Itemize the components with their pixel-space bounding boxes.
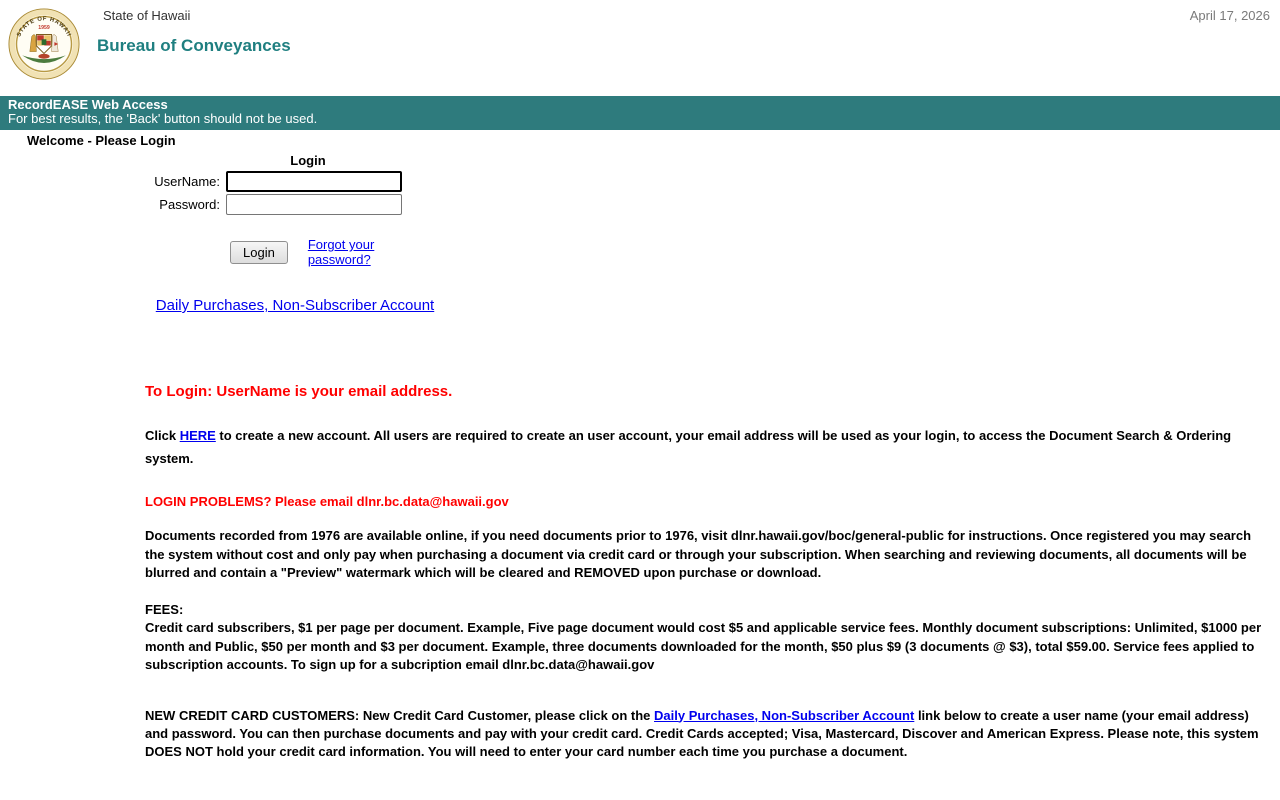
login-form-heading: Login xyxy=(290,153,326,168)
documents-info-paragraph: Documents recorded from 1976 are available online, if you need documents prior to 1976, visit dlnr.hawaii.gov/boc/general-public for instructions. Once registered you may search the system without cost and only pay when purchasing a document via credit card or through your subscription. When searching and reviewing documents, all documents will be blurred and contain a "Preview" watermark which will be cleared and REMOVED upon purchase or download. xyxy=(145,528,1252,580)
credit-card-paragraph xyxy=(145,707,1268,761)
login-form xyxy=(150,153,408,267)
app-title: RecordEASE Web Access xyxy=(8,97,168,112)
username-input[interactable] xyxy=(226,171,402,192)
create-account-here-link[interactable]: HERE xyxy=(179,428,216,443)
login-problems-notice: LOGIN PROBLEMS? Please email dlnr.bc.data@hawaii.gov xyxy=(145,494,509,509)
daily-purchases-link[interactable]: Daily Purchases, Non-Subscriber Account xyxy=(155,297,435,314)
create-account-post: to create a new account. All users are required to create an user account, your email address will be used as your login, to access the Document Search & Ordering system. xyxy=(145,428,1232,466)
fees-paragraph xyxy=(145,601,1268,675)
agency-name: State of Hawaii xyxy=(103,8,191,23)
create-account-paragraph xyxy=(145,424,1268,470)
bureau-title: Bureau of Conveyances xyxy=(97,36,291,55)
fees-heading: FEES: xyxy=(145,601,184,617)
hawaii-state-seal-icon xyxy=(8,6,80,82)
login-button[interactable]: Login xyxy=(230,241,288,264)
password-input[interactable] xyxy=(226,194,402,215)
app-banner xyxy=(0,96,1280,130)
create-account-pre: Click xyxy=(145,428,180,443)
to-login-notice: To Login: UserName is your email address. xyxy=(145,383,453,400)
welcome-heading: Welcome - Please Login xyxy=(27,133,176,148)
password-label: Password: xyxy=(159,197,220,212)
svg-text:1959: 1959 xyxy=(38,24,50,31)
svg-text:STATE OF HAWAII: STATE OF HAWAII xyxy=(16,16,72,38)
credit-daily-purchases-link[interactable]: Daily Purchases, Non-Subscriber Account xyxy=(654,707,915,723)
current-date: April 17, 2026 xyxy=(1189,8,1270,23)
info-content xyxy=(145,383,1268,761)
forgot-password-link[interactable]: Forgot your password? xyxy=(307,237,375,267)
username-label: UserName: xyxy=(154,174,220,189)
credit-pre: NEW CREDIT CARD CUSTOMERS: New Credit Card Customer, please click on the xyxy=(145,707,655,723)
banner-note: For best results, the 'Back' button should not be used. xyxy=(8,111,318,126)
fees-body: Credit card subscribers, $1 per page per document. Example, Five page document would cost $5 and applicable service fees. Monthly document subscriptions: Unlimited, $1000 per month and Public, $50 per month and $3 per document. Example, three documents downloaded for the month, $50 plus $9 (3 documents @ $3), total $59.00. Service fees applied to subscription accounts. To sign up for a subcription email dlnr.bc.data@hawaii.gov xyxy=(145,620,1262,672)
daily-purchases-block xyxy=(150,295,440,316)
credit-post: link below to create a user name (your email address) and password. You can then purchase documents and pay with your credit card. Credit Cards accepted; Visa, Mastercard, Discover and American Express. Please note, this system DOES NOT hold your credit card information. You will need to enter your card number each time you purchase a document. xyxy=(145,707,1259,759)
